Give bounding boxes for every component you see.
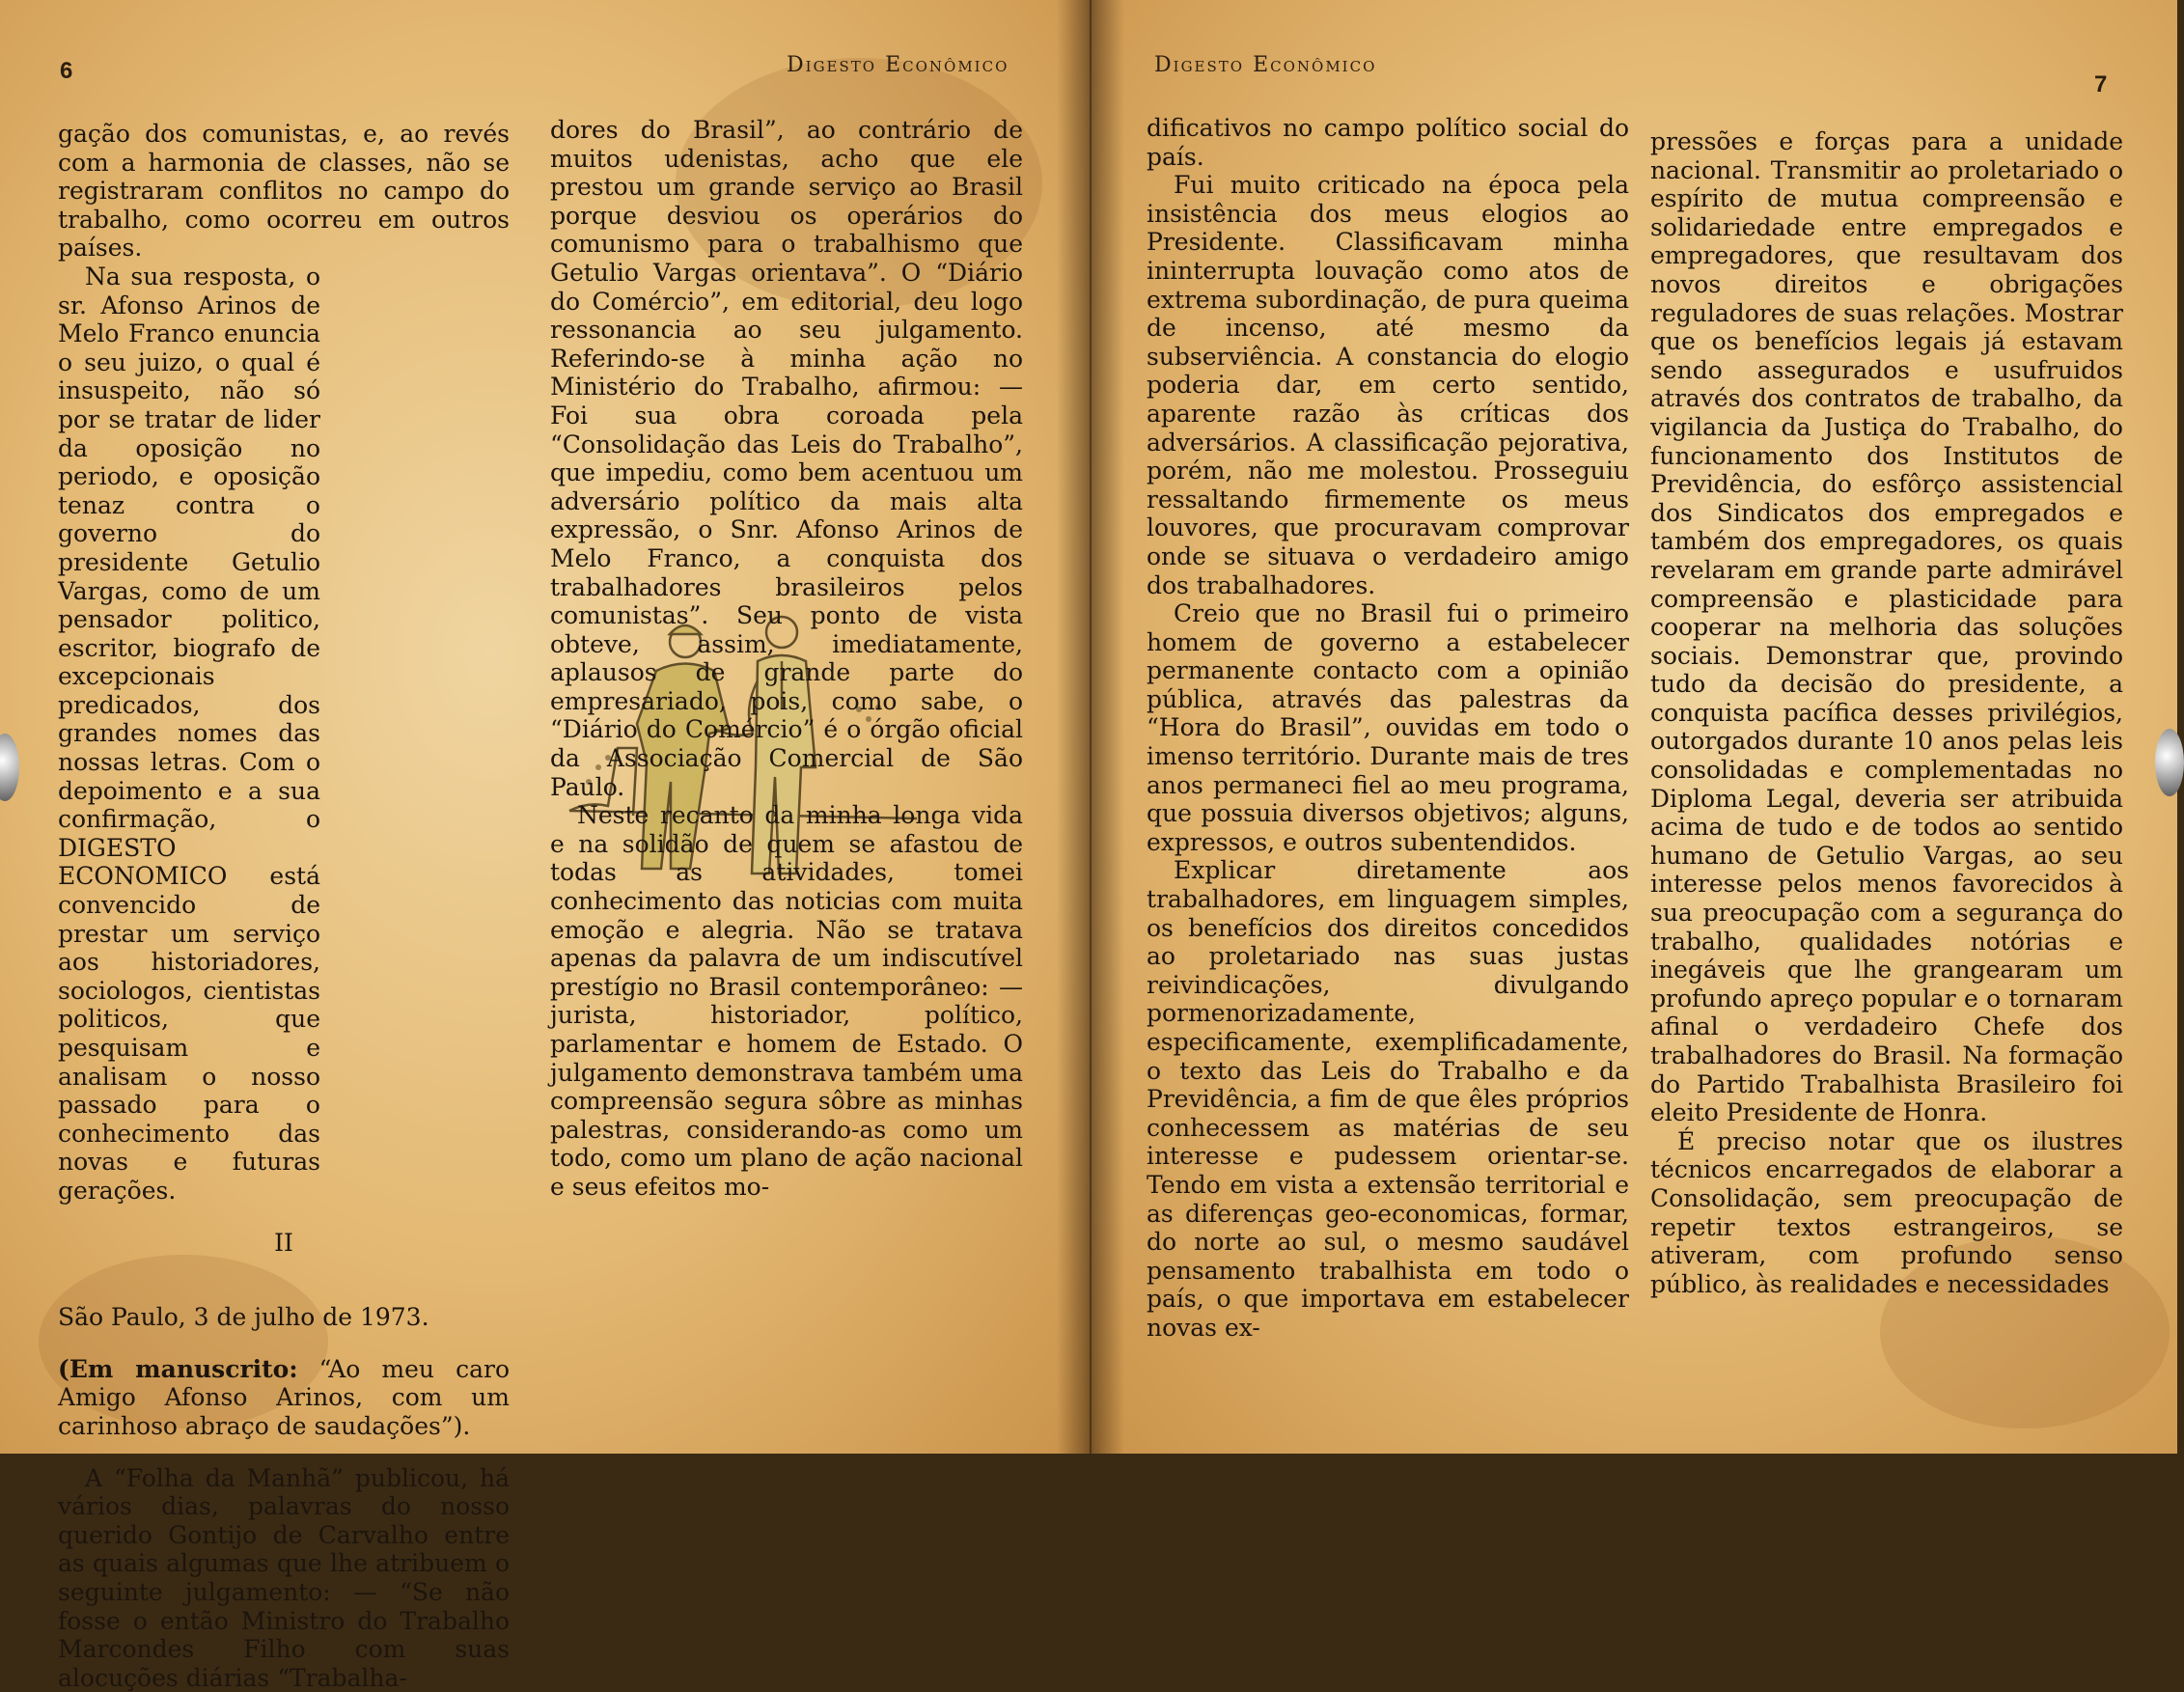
page-number: 6 xyxy=(60,58,73,84)
paragraph: dores do Brasil”, ao contrário de muitos udenistas, acho que ele prestou um grande serviço ao Brasil porque desviou os operários do comunismo para o trabalhismo que Getulio Vargas orientava”. O “Diário do Comércio”, em editorial, deu logo ressonancia ao seu julgamento. Referindo-se à minha ação no Ministério do Trabalho, afirmou: — Foi sua obra coroada pela “Consolidação das Leis do Trabalho”, que impediu, como bem acentuou um adversário político da mais alta expressão, o Snr. Afonso Arinos de Melo Franco, a conquista dos trabalhadores brasileiros pelos comunistas”. Seu ponto de vista obteve, assim, imediatamente, aplausos de grande parte do empresariado, pois, como sabe, o “Diário do Comércio” é o órgão oficial da Associação Comercial de São Paulo. xyxy=(550,116,1023,801)
paragraph: Creio que no Brasil fui o primeiro homem de governo a estabelecer permanente contacto com a opinião pública, através das palestras da “Hora do Brasil”, ouvidas em todo o imenso território. Durante mais de tres anos permaneci fiel ao meu programa, que possuia diversos objetivos; alguns, expressos, e outros subentendidos. xyxy=(1147,599,1629,856)
right-column-1 xyxy=(1147,114,1629,1343)
paragraph: Neste recanto da minha longa vida e na solidão de quem se afastou de todas as atividades, tomei conhecimento das noticias com muita emoção e alegria. Não se tratava apenas da palavra de um indiscutível prestígio no Brasil contemporâneo: — jurista, historiador, político, parlamentar e homem de Estado. O julgamento demonstrava também uma compreensão segura sôbre as minhas palestras, considerando-as como um todo, como um plano de ação nacional e seus efeitos mo- xyxy=(550,801,1023,1201)
left-page xyxy=(0,0,1089,1692)
paragraph: dificativos no campo político social do país. xyxy=(1147,114,1629,171)
paragraph: Na sua resposta, o sr. Afonso Arinos de Melo Franco enuncia o seu juizo, o qual é insuspeito, não só por se tratar de lider da oposição no periodo, e oposição tenaz contra o governo do presidente Getulio Vargas, como de um pensador politico, escritor, biografo de excepcionais predicados, dos grandes nomes das nossas letras. Com o depoimento e a sua confirmação, o DIGESTO ECONOMICO está convencido de prestar um serviço aos historiadores, sociologos, cientistas politicos, que pesquisam e analisam o nosso passado para o conhecimento das novas e futuras gerações. xyxy=(58,262,320,1205)
page-number: 7 xyxy=(2094,71,2108,97)
right-page xyxy=(1089,0,2177,1454)
column-text xyxy=(550,116,1023,1202)
page-tab xyxy=(2155,729,2184,796)
manuscript-text: “Ao meu caro Amigo Afonso Arinos, com um carinhoso abraço de saudações”). xyxy=(58,1354,510,1440)
manuscript-note xyxy=(58,1355,510,1441)
paragraph: pressões e forças para a unidade nacional. Transmitir ao proletariado o espírito de mutua compreensão e solidariedade entre empregados e empregadores, que resultavam dos novos direitos e obrigações reguladores de suas relações. Mostrar que os benefícios legais já estavam sendo assegurados e usufruidos através dos contratos de trabalho, da vigilancia da Justiça do Trabalho, do funcionamento dos Institutos de Previdência, do esfôrço assistencial dos Sindicatos dos empregados e também dos empregadores, os quais revelaram em grande parte admirável compreensão e plasticidade para cooperar na melhoria das soluções sociais. Demonstrar que, provindo tudo da decisão do presidente, a conquista pacífica desses privilégios, outorgados durante 10 anos pelas leis consolidadas e complementadas no Diploma Legal, deveria ser atribuida acima de tudo e de todos ao sentido humano de Getulio Vargas, ao seu interesse pelos menos favorecidos à sua preocupação com a segurança do trabalho, qualidades notórias e inegáveis que lhe grangearam um profundo apreço popular e o tornaram afinal o verdadeiro Chefe dos trabalhadores do Brasil. Na formação do Partido Trabalhista Brasileiro foi eleito Presidente de Honra. xyxy=(1650,127,2123,1127)
paragraph: É preciso notar que os ilustres técnicos encarregados de elaborar a Consolidação, sem preocupação de repetir textos estrangeiros, se ativeram, com profundo senso público, às realidades e necessidades xyxy=(1650,1126,2123,1298)
section-heading: II xyxy=(274,1228,293,1257)
running-header: Digesto Econômico xyxy=(787,53,1009,77)
paragraph: gação dos comunistas, e, ao revés com a harmonia de classes, não se registraram conflitos no campo do trabalho, como ocorreu em outros países. xyxy=(58,120,510,263)
paragraph: Explicar diretamente aos trabalhadores, em linguagem simples, os benefícios dos direitos concedidos ao proletariado nas suas justas reivindicações, divulgando pormenorizadamente, especificamente, exemplificadamente, o texto das Leis do Trabalho e da Previdência, a fim de que êles próprios conhecessem as matérias de seu interesse e pudessem orientar-se. Tendo em vista a extensão territorial e as diferenças geo-economicas, formar, do norte ao sul, o mesmo saudável pensamento trabalhista em todo o país, o que importava em estabelecer novas ex- xyxy=(1147,856,1629,1342)
manuscript-label: (Em manuscrito: xyxy=(58,1354,298,1383)
left-column-1 xyxy=(58,120,510,1692)
page-tab xyxy=(0,734,19,801)
right-column-2 xyxy=(1650,127,2123,1298)
paragraph: A “Folha da Manhã” publicou, há vários dias, palavras do nosso querido Gontijo de Carvalho entre as quais algumas que lhe atribuem o seguinte julgamento: — “Se não fosse o então Ministro do Trabalho Marcondes Filho com suas alocuções diárias “Trabalha- xyxy=(58,1463,510,1692)
left-column-2 xyxy=(550,116,1023,1201)
dateline: São Paulo, 3 de julho de 1973. xyxy=(58,1303,429,1332)
running-header: Digesto Econômico xyxy=(1154,53,1377,77)
book-gutter xyxy=(1057,0,1124,1454)
paragraph: Fui muito criticado na época pela insistência dos meus elogios ao Presidente. Classificavam minha ininterrupta louvação como atos de extrema subordinação, de pura queima de incenso, até mesmo da subserviência. A constancia do elogio poderia dar, em certo sentido, aparente razão às críticas dos adversários. A classificação pejorativa, porém, não me molestou. Prosseguiu ressaltando firmemente os meus louvores, que procuravam comprovar onde se situava o verdadeiro amigo dos trabalhadores. xyxy=(1147,171,1629,599)
